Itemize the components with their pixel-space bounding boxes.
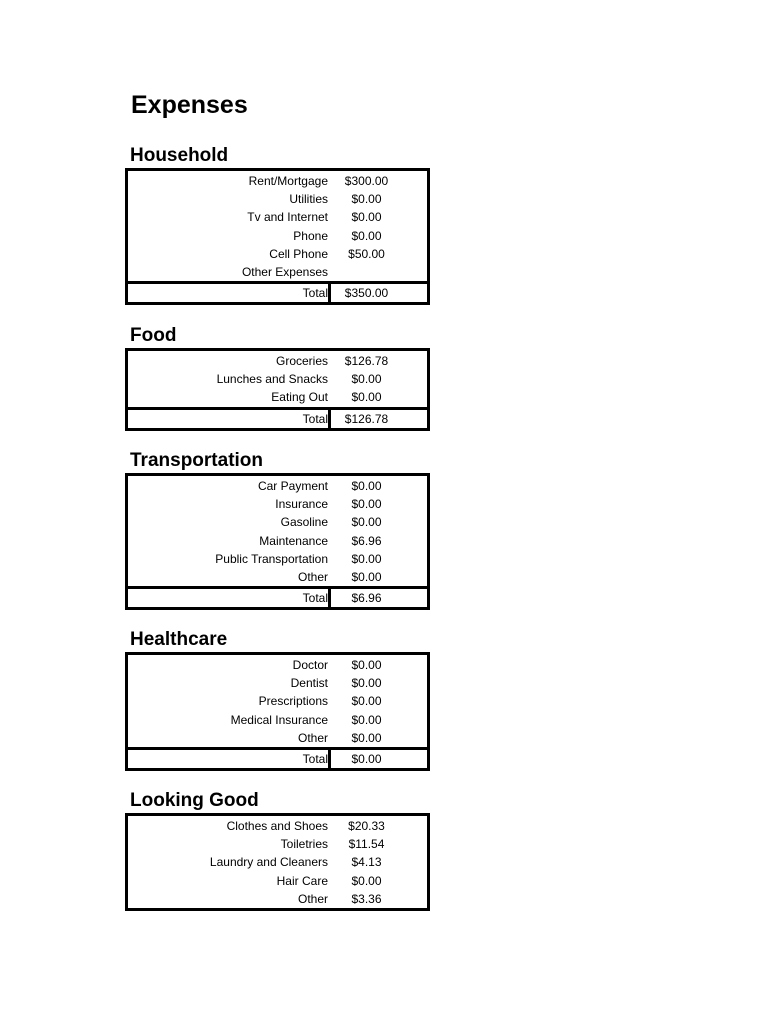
total-label: Total: [128, 589, 331, 607]
table-row: [128, 532, 427, 550]
total-row: [128, 747, 427, 768]
section-food: [125, 324, 430, 431]
table-row: [128, 263, 427, 281]
row-label: Toiletries: [280, 837, 328, 852]
expense-table: [125, 652, 430, 771]
row-label: Lunches and Snacks: [216, 372, 328, 387]
total-value: $0.00: [351, 751, 382, 766]
expense-table: [125, 168, 430, 305]
table-row: [128, 872, 427, 890]
row-value: $3.36: [351, 891, 382, 906]
total-value: $350.00: [344, 286, 389, 301]
table-row: [128, 890, 427, 908]
table-row: [128, 835, 427, 853]
section-heading: Healthcare: [130, 629, 228, 650]
row-label: Laundry and Cleaners: [209, 855, 328, 870]
row-label: Dentist: [290, 676, 328, 691]
table-row: [128, 172, 427, 190]
table-row: [128, 227, 427, 245]
row-value: $0.00: [351, 569, 382, 584]
row-label: Maintenance: [259, 533, 328, 548]
row-value: $0.00: [351, 658, 382, 672]
section-transportation: [125, 449, 430, 610]
table-row: [128, 817, 427, 835]
row-label: Medical Insurance: [230, 712, 328, 727]
row-label: Utilities: [289, 192, 328, 207]
table-row: [128, 388, 427, 406]
table-row: [128, 729, 427, 747]
row-label: Clothes and Shoes: [226, 819, 328, 833]
table-row: [128, 190, 427, 208]
row-value: $0.00: [351, 730, 382, 745]
row-label: Other: [297, 569, 328, 584]
row-label: Cell Phone: [269, 246, 328, 261]
row-value: $11.54: [348, 837, 385, 852]
row-label: Groceries: [275, 354, 328, 368]
row-label: Public Transportation: [215, 551, 328, 566]
row-label: Hair Care: [276, 873, 328, 888]
table-row: [128, 711, 427, 729]
row-value: $50.00: [348, 246, 385, 261]
section-healthcare: [125, 628, 430, 771]
row-value: $0.00: [351, 228, 382, 243]
row-label: Phone: [293, 228, 328, 243]
table-row: [128, 495, 427, 513]
row-value: $0.00: [351, 551, 382, 566]
row-value: $0.00: [351, 676, 382, 691]
total-label: Total: [128, 750, 331, 768]
row-value: $0.00: [351, 192, 382, 207]
table-row: [128, 370, 427, 388]
row-label: Rent/Mortgage: [248, 174, 328, 188]
row-label: Doctor: [292, 658, 328, 672]
expense-table: [125, 473, 430, 610]
total-row: [128, 281, 427, 302]
section-looking-good: [125, 789, 430, 911]
row-value: $0.00: [351, 372, 382, 387]
row-value: $126.78: [344, 354, 389, 368]
total-row: [128, 586, 427, 607]
row-value: $0.00: [351, 210, 382, 225]
table-row: [128, 656, 427, 674]
row-label: Insurance: [275, 497, 328, 512]
table-row: [128, 352, 427, 370]
total-label: Total: [128, 284, 331, 302]
row-value: $0.00: [351, 694, 382, 709]
row-value: $0.00: [351, 873, 382, 888]
table-row: [128, 477, 427, 495]
table-row: [128, 208, 427, 226]
table-row: [128, 853, 427, 871]
row-label: Other: [297, 891, 328, 906]
row-value: $0.00: [351, 712, 382, 727]
total-value: $6.96: [351, 591, 382, 606]
section-heading: Household: [130, 145, 229, 166]
row-label: Prescriptions: [258, 694, 328, 709]
section-heading: Looking Good: [130, 790, 259, 811]
row-value: $20.33: [348, 819, 385, 833]
section-household: [125, 144, 430, 305]
page-title: Expenses: [131, 91, 248, 119]
row-label: Other: [297, 730, 328, 745]
total-value: $126.78: [344, 411, 389, 426]
row-value: $4.13: [351, 855, 382, 870]
row-value: $6.96: [351, 533, 382, 548]
row-label: Eating Out: [271, 390, 328, 405]
expense-table: [125, 813, 430, 911]
section-heading: Food: [130, 325, 177, 346]
row-label: Gasoline: [280, 515, 328, 530]
row-label: Tv and Internet: [247, 210, 328, 225]
row-value: $0.00: [351, 497, 382, 512]
total-row: [128, 407, 427, 428]
row-value: $300.00: [344, 174, 389, 188]
row-label: Car Payment: [257, 479, 328, 493]
section-heading: Transportation: [130, 450, 264, 471]
expense-table: [125, 348, 430, 431]
row-value: $0.00: [351, 390, 382, 405]
table-row: [128, 568, 427, 586]
row-value: [330, 263, 403, 281]
table-row: [128, 245, 427, 263]
table-row: [128, 692, 427, 710]
table-row: [128, 513, 427, 531]
total-label: Total: [128, 410, 331, 428]
table-row: [128, 674, 427, 692]
row-value: $0.00: [351, 515, 382, 530]
row-label: Other Expenses: [241, 264, 328, 279]
table-row: [128, 550, 427, 568]
row-value: $0.00: [351, 479, 382, 493]
